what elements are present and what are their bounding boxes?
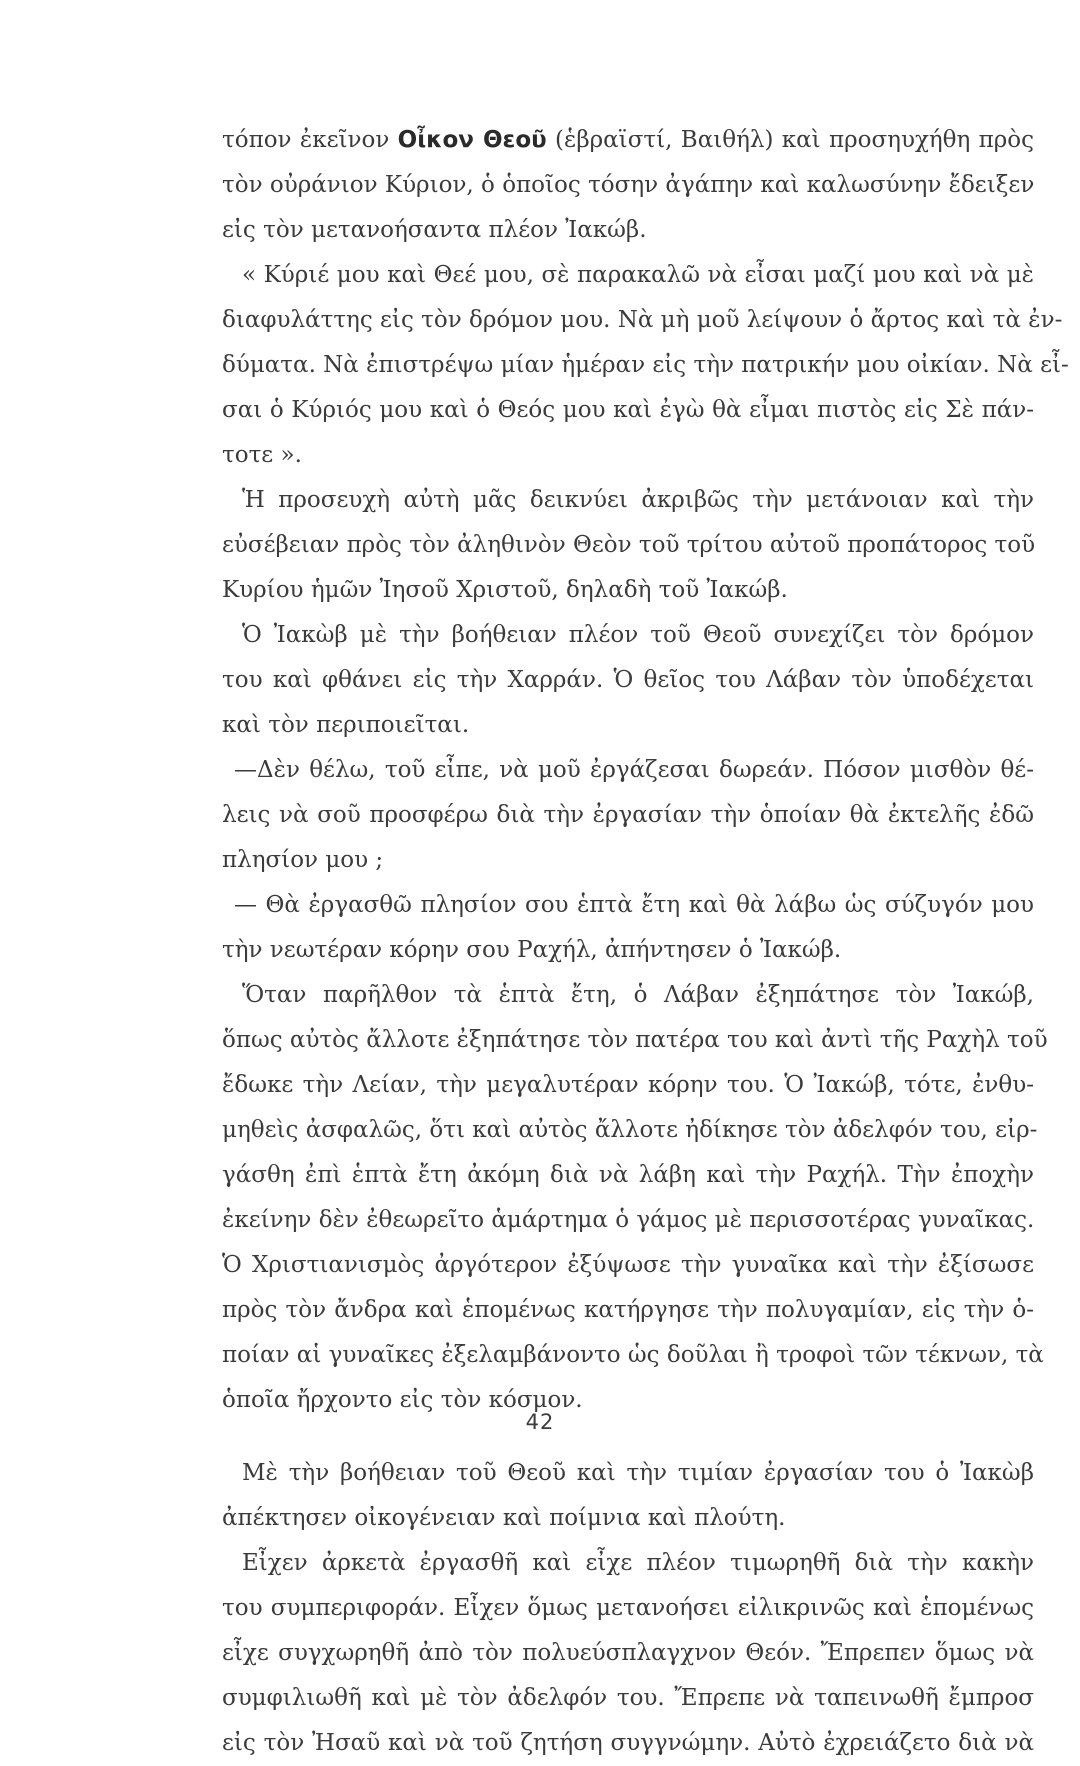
text-line: του συμπεριφοράν. Εἶχεν ὅμως μετανοήσει εἰλικρινῶς καὶ ἑπομένως xyxy=(222,1595,1034,1621)
text-line: εἶχε συγχωρηθῆ ἀπὸ τὸν πολυεύσπλαγχνον Θεόν. Ἔπρεπεν ὅμως νὰ xyxy=(222,1640,1034,1666)
text-line: Μὲ τὴν βοήθειαν τοῦ Θεοῦ καὶ τὴν τιμίαν ἐργασίαν του ὁ Ἰακὼβ xyxy=(242,1460,1034,1486)
text-line: μηθεὶς ἀσφαλῶς, ὅτι καὶ αὐτὸς ἄλλοτε ἠδίκησε τὸν ἀδελφόν του, εἰρ- xyxy=(222,1117,1038,1143)
text-line: ἔδωκε τὴν Λείαν, τὴν μεγαλυτέραν κόρην του. Ὁ Ἰακώβ, τότε, ἐνθυ- xyxy=(222,1072,1034,1098)
text-line: τοτε ». xyxy=(222,442,302,468)
text-segment: τόπον ἐκεῖνον xyxy=(222,127,398,153)
text-line: λεις νὰ σοῦ προσφέρω διὰ τὴν ἐργασίαν τὴν ὁποίαν θὰ ἐκτελῆς ἐδῶ xyxy=(222,802,1034,828)
text-line: Ἡ προσευχὴ αὐτὴ μᾶς δεικνύει ἀκριβῶς τὴν μετάνοιαν καὶ τὴν xyxy=(242,487,1034,513)
text-line: τὴν νεωτέραν κόρην σου Ραχήλ, ἀπήντησεν ὁ Ἰακώβ. xyxy=(222,937,842,963)
text-line: Ὅταν παρῆλθον τὰ ἑπτὰ ἔτη, ὁ Λάβαν ἐξηπάτησε τὸν Ἰακώβ, xyxy=(242,982,1034,1008)
text-line: Κυρίου ἡμῶν Ἰησοῦ Χριστοῦ, δηλαδὴ τοῦ Ἰακώβ. xyxy=(222,577,788,603)
text-line: « Κύριέ μου καὶ Θεέ μου, σὲ παρακαλῶ νὰ εἶσαι μαζί μου καὶ νὰ μὲ xyxy=(242,262,1034,288)
page-number: 42 xyxy=(525,1410,555,1434)
text-line: δύματα. Νὰ ἐπιστρέψω μίαν ἡμέραν εἰς τὴν πατρικήν μου οἰκίαν. Νὰ εἶ- xyxy=(222,352,1069,378)
text-line: διαφυλάττης εἰς τὸν δρόμον μου. Νὰ μὴ μοῦ λείψουν ὁ ἄρτος καὶ τὰ ἐν- xyxy=(222,307,1063,333)
text-line: —Δὲν θέλω, τοῦ εἶπε, νὰ μοῦ ἐργάζεσαι δωρεάν. Πόσον μισθὸν θέ- xyxy=(234,757,1034,783)
text-line: εἰς τὸν Ἠσαῦ καὶ νὰ τοῦ ζητήση συγγνώμην. Αὐτὸ ἐχρειάζετο διὰ νὰ xyxy=(222,1730,1034,1756)
text-line: συμφιλιωθῆ καὶ μὲ τὸν ἀδελφόν του. Ἔπρεπε νὰ ταπεινωθῆ ἔμπροσ xyxy=(222,1685,1034,1711)
text-line: Ὁ Χριστιανισμὸς ἀργότερον ἐξύψωσε τὴν γυναῖκα καὶ τὴν ἐξίσωσε xyxy=(222,1252,1034,1278)
text-line: πρὸς τὸν ἄνδρα καὶ ἑπομένως κατήργησε τὴν πολυγαμίαν, εἰς τὴν ὁ- xyxy=(222,1297,1034,1323)
text-line: γάσθη ἐπὶ ἑπτὰ ἔτη ἀκόμη διὰ νὰ λάβη καὶ τὴν Ραχήλ. Τὴν ἐποχὴν xyxy=(222,1162,1034,1188)
text-line: εὐσέβειαν πρὸς τὸν ἀληθινὸν Θεὸν τοῦ τρίτου αὐτοῦ προπάτορος τοῦ xyxy=(222,532,1036,558)
text-line: πλησίον μου ; xyxy=(222,847,384,873)
bold-term: Οἶκον Θεοῦ xyxy=(397,127,547,153)
text-line: εἰς τὸν μετανοήσαντα πλέον Ἰακώβ. xyxy=(222,217,647,243)
text-line: τὸν οὐράνιον Κύριον, ὁ ὁποῖος τόσην ἀγάπην καὶ καλωσύνην ἔδειξεν xyxy=(222,172,1035,198)
text-line: ὁποῖα ἤρχοντο εἰς τὸν κόσμον. xyxy=(222,1387,583,1413)
document-page xyxy=(222,118,1069,1766)
text-segment: (ἑβραϊστί, Βαιθήλ) καὶ προσηυχήθη πρὸς xyxy=(546,127,1034,153)
text-line: καὶ τὸν περιποιεῖται. xyxy=(222,712,470,738)
text-line: — Θὰ ἐργασθῶ πλησίον σου ἑπτὰ ἔτη καὶ θὰ λάβω ὡς σύζυγόν μου xyxy=(234,892,1034,918)
text-line: του καὶ φθάνει εἰς τὴν Χαρράν. Ὁ θεῖος του Λάβαν τὸν ὑποδέχεται xyxy=(222,667,1034,693)
text-line: ἐκείνην δὲν ἐθεωρεῖτο ἁμάρτημα ὁ γάμος μὲ περισσοτέρας γυναῖκας. xyxy=(222,1207,1035,1233)
text-line-1 xyxy=(222,118,1034,163)
text-line: ἀπέκτησεν οἰκογένειαν καὶ ποίμνια καὶ πλούτη. xyxy=(222,1505,786,1531)
text-line: σαι ὁ Κύριός μου καὶ ὁ Θεός μου καὶ ἐγὼ θὰ εἶμαι πιστὸς εἰς Σὲ πάν- xyxy=(222,397,1034,423)
text-line: Ὁ Ἰακὼβ μὲ τὴν βοήθειαν πλέον τοῦ Θεοῦ συνεχίζει τὸν δρόμον xyxy=(242,622,1034,648)
text-line: ὅπως αὐτὸς ἄλλοτε ἐξηπάτησε τὸν πατέρα του καὶ ἀντὶ τῆς Ραχὴλ τοῦ xyxy=(222,1027,1048,1053)
text-line: ποίαν αἱ γυναῖκες ἐξελαμβάνοντο ὡς δοῦλαι ἢ τροφοὶ τῶν τέκνων, τὰ xyxy=(222,1342,1044,1368)
text-line: Εἶχεν ἀρκετὰ ἐργασθῆ καὶ εἶχε πλέον τιμωρηθῆ διὰ τὴν κακὴν xyxy=(242,1550,1034,1576)
